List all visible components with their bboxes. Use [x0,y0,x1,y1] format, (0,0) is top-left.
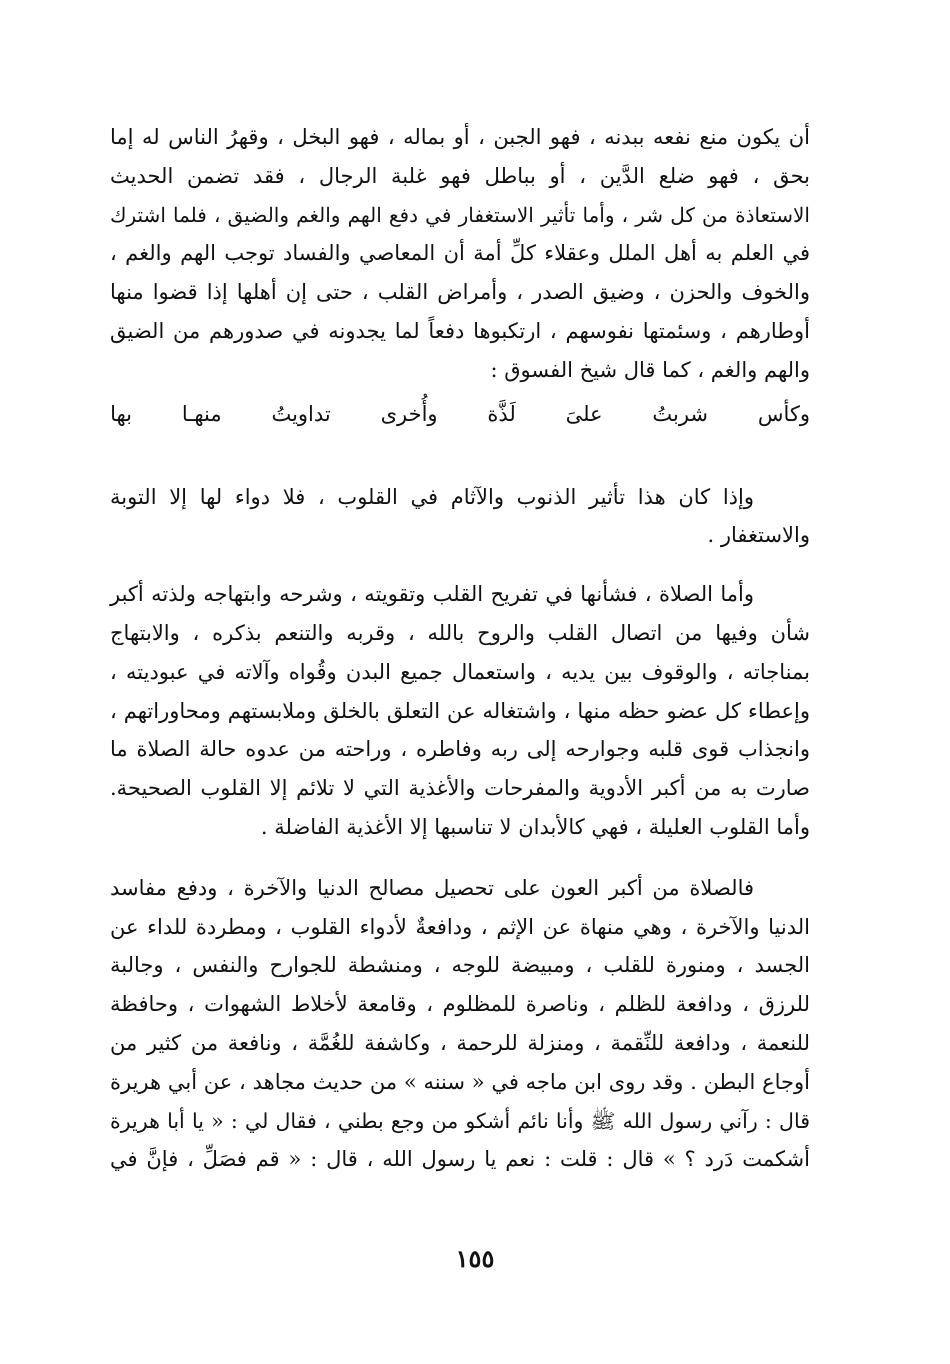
text-line: الاستعاذة من كل شر ، وأما تأثير الاستغفار في دفع الهم والغم والضيق ، فلما اشترك [110,202,810,227]
spacer [110,434,810,478]
text-line: والخوف والحزن ، وضيق الصدر ، وأمراض القلب ، حتى إن أهلها إذا قضوا منها [110,280,810,305]
text-line: صارت به من أكبر الأدوية والمفرحات والأغذية التي لا تلائم إلا القلوب الصحيحة. [110,776,810,801]
text-line: أوطارهم ، وسئمتها نفوسهم ، ارتكبوها دفعاً لما يجدونه في صدورهم من الضيق [110,318,810,343]
page-body [110,118,810,1179]
text-line: الجسد ، ومنورة للقلب ، ومبيضة للوجه ، ومنشطة للجوارح والنفس ، وجالبة [110,953,810,978]
verse-word: شربتُ [652,401,709,426]
text-line: أن يكون منع نفعه ببدنه ، فهو الجبن ، أو بماله ، فهو البخل ، وقهرُ الناس له إما [110,125,810,149]
text-line: أوجاع البطن . وقد روى ابن ماجه في « سننه » من حديث مجاهد ، عن أبي هريرة [110,1069,810,1094]
text-line: بمناجاته ، والوقوف بين يديه ، واستعمال جميع البدن وقُواه وآلاته في عبوديته ، [110,659,810,684]
text-line: وإذا كان هذا تأثير الذنوب والآثام في القلوب ، فلا دواء لها إلا التوبة [110,484,754,509]
paragraph-1 [110,118,810,390]
text-line: للرزق ، ودافعة للظلم ، وناصرة للمظلوم ، وقامعة لأخلاط الشهوات ، وحافظة [110,992,810,1017]
text-line: الدنيا والآخرة ، وهي منهاة عن الإثم ، ودافعةٌ لأدواء القلوب ، ومطردة للداء عن [110,914,810,939]
poetry-verse [110,390,810,434]
verse-word: منهـا [181,401,222,426]
text-line: والهم والغم ، كما قال شيخ الفسوق : [490,357,810,382]
text-line: وانجذاب قوى قلبه وجوارحه إلى ربه وفاطره ، وراحته من عدوه حالة الصلاة ما [110,737,810,762]
page-number: ١٥٥ [455,1244,495,1273]
paragraph-4 [110,869,810,1179]
text-line: وإعطاء كل عضو حظه منها ، واشتغاله عن التعلق بالخلق وملابستهم ومحاوراتهم ، [110,698,810,723]
text-line: قال : رآني رسول الله ﷺ وأنا نائم أشكو من وجع بطني ، فقال لي : « يا أبا هريرة [110,1108,810,1133]
text-line: للنعمة ، ودافعة للنِّقمة ، ومنزلة للرحمة ، وكاشفة للغُمَّة ، ونافعة من كثير من [110,1030,810,1055]
verse-word: بها [110,401,133,426]
verse-word: وأُخرى [380,401,438,426]
verse-word: لَذَّة [487,401,516,426]
text-line: وأما القلوب العليلة ، فهي كالأبدان لا تناسبها إلا الأغذية الفاضلة . [260,814,810,839]
text-line: أشكمت دَرد ؟ » قال : قلت : نعم يا رسول الله ، قال : « قم فصَلِّ ، فإنَّ في [110,1147,810,1172]
spacer [110,555,810,575]
verse-word: علىَ [565,401,603,426]
text-line: والاستغفار . [707,523,810,548]
text-line: بحق ، فهو ضلع الدَّين ، أو بباطل فهو غلبة الرجال ، فقد تضمن الحديث [110,163,810,188]
text-line: في العلم به أهل الملل وعقلاء كلِّ أمة أن المعاصي والفساد توجب الهم والغم ، [110,241,810,266]
paragraph-3 [110,575,810,847]
verse-word: وكأس [757,401,810,426]
paragraph-2 [110,478,810,556]
text-line: وأما الصلاة ، فشأنها في تفريح القلب وتقويته ، وشرحه وابتهاجه ولذته أكبر [110,582,754,607]
spacer [110,847,810,869]
text-line: فالصلاة من أكبر العون على تحصيل مصالح الدنيا والآخرة ، ودفع مفاسد [110,875,754,900]
text-line: شأن وفيها من اتصال القلب والروح بالله ، وقربه والتنعم بذكره ، والابتهاج [110,620,810,645]
verse-word: تداويتُ [271,401,331,426]
